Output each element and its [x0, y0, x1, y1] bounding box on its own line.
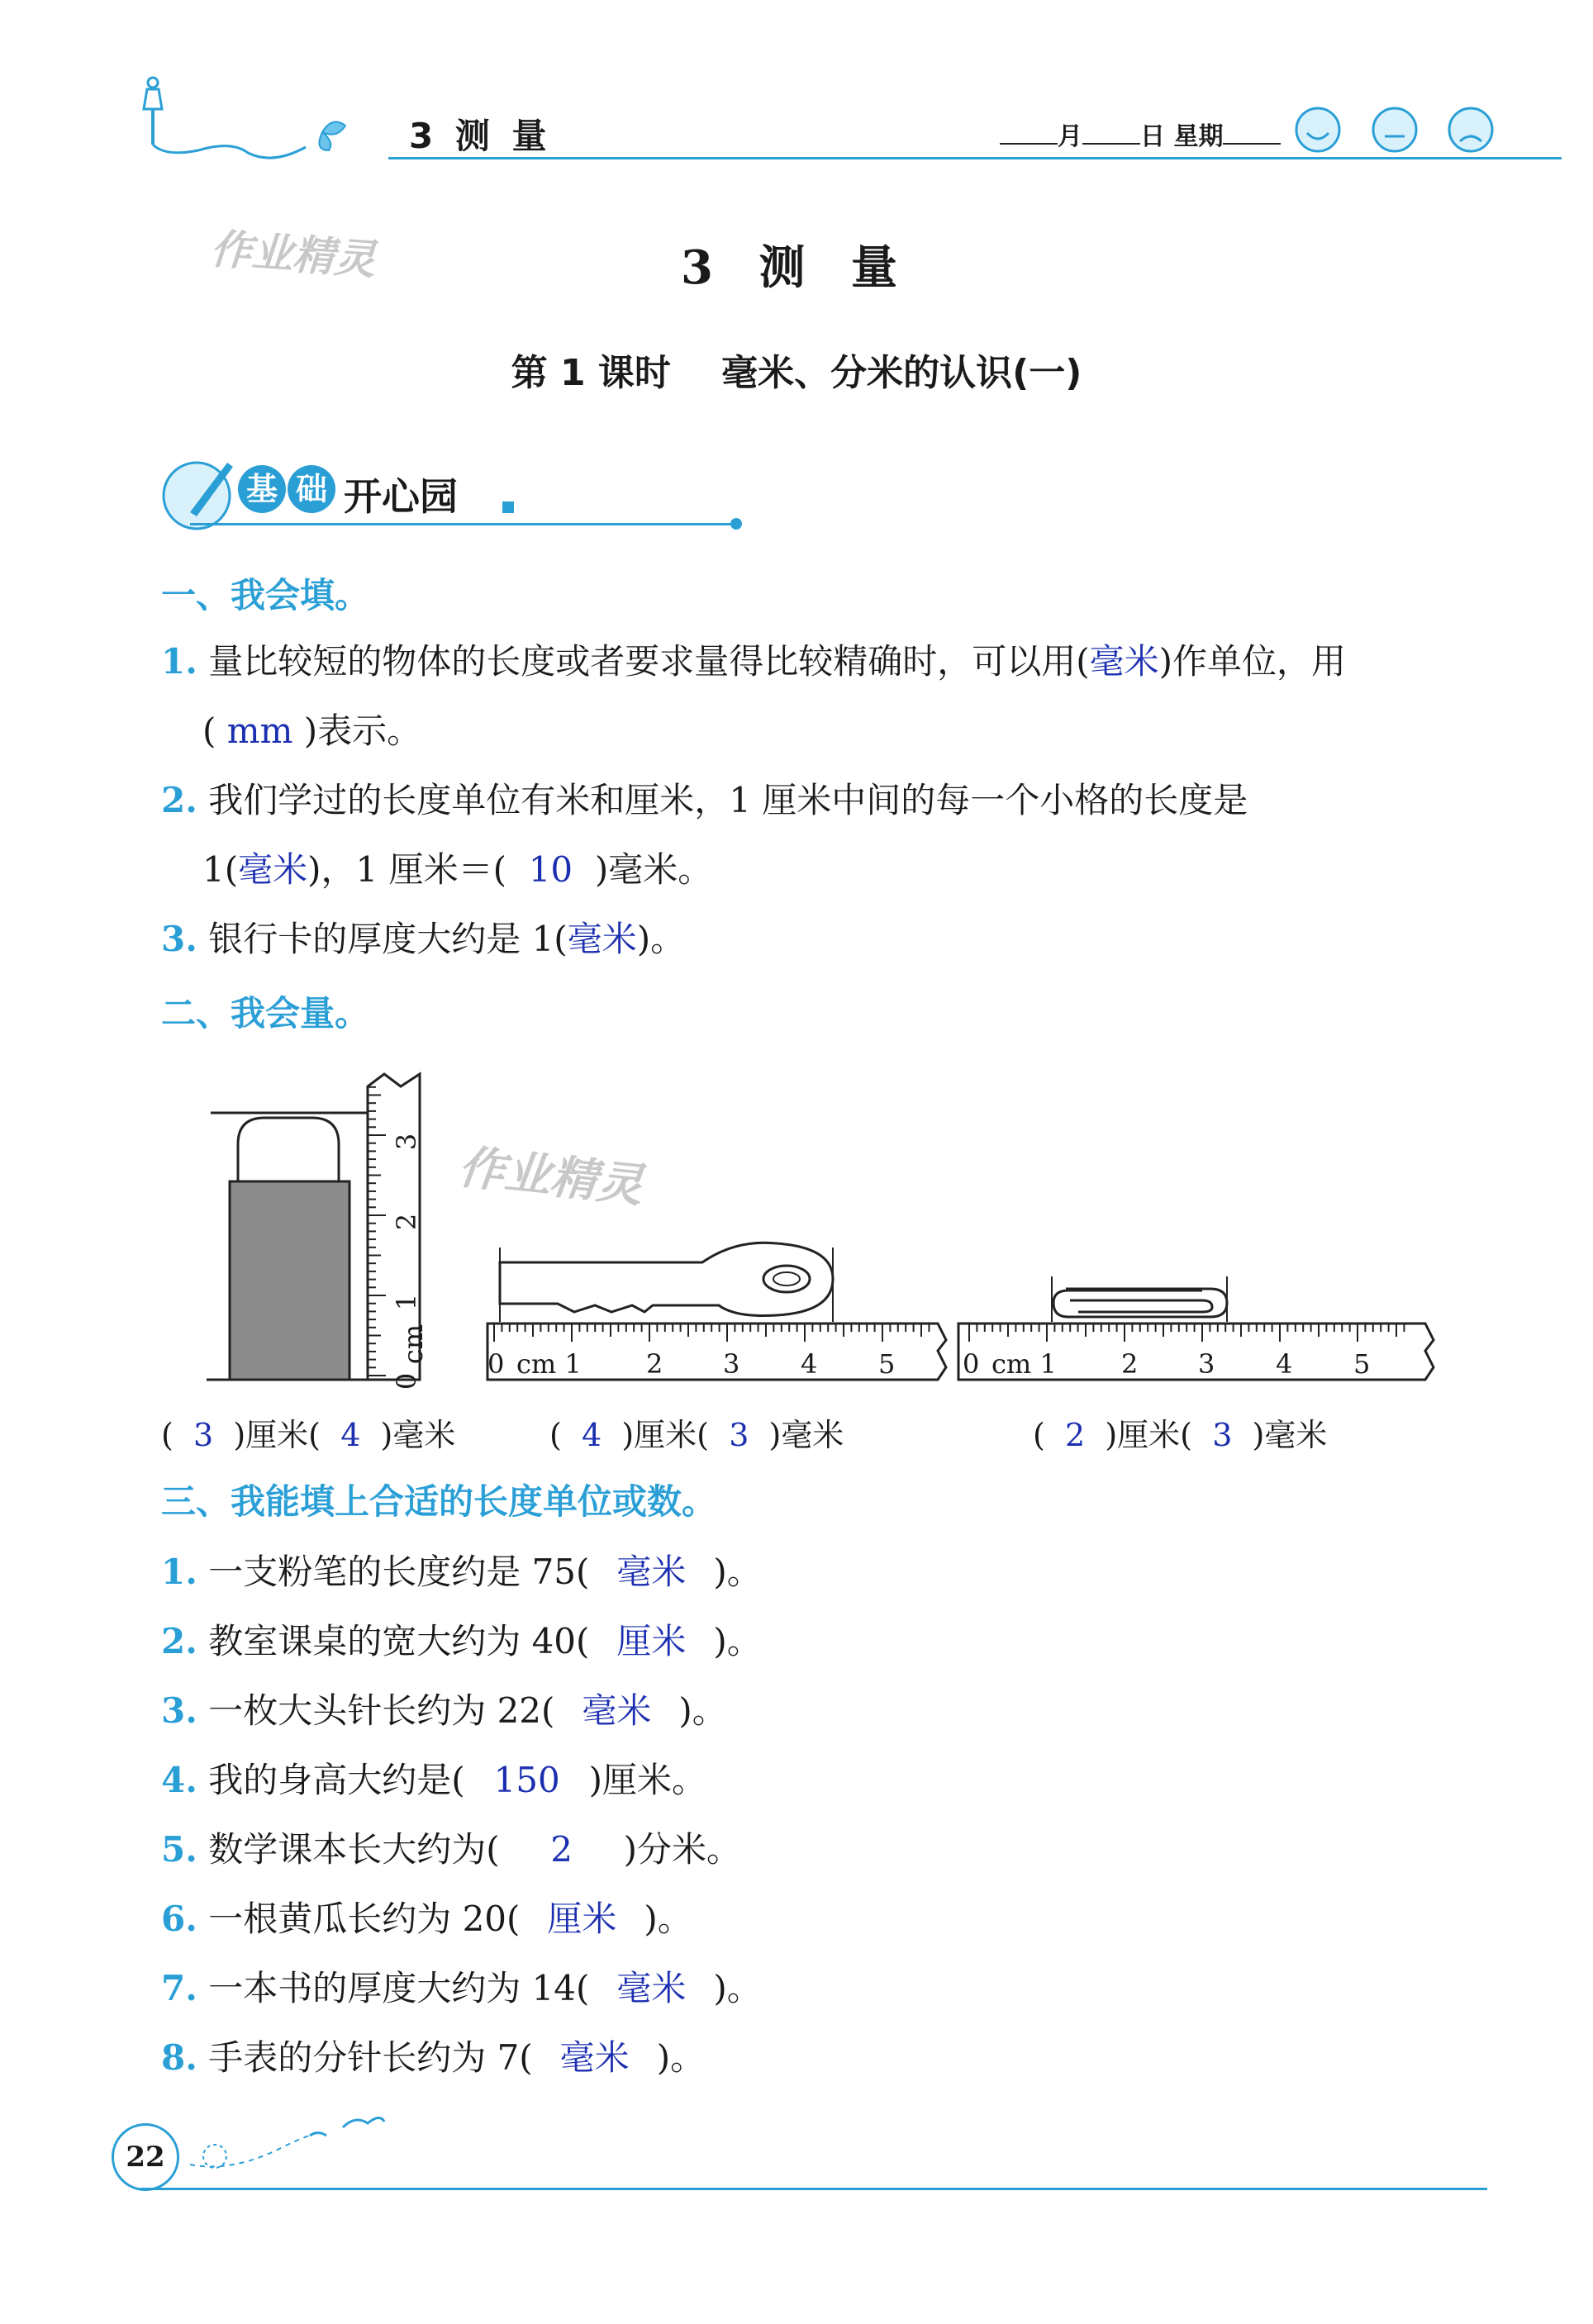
item-end: )。 — [644, 1899, 692, 1939]
month-label: 月 — [1058, 122, 1082, 151]
m1-open: ( — [161, 1417, 174, 1453]
q1-open: ( — [202, 711, 216, 751]
q1-text-mid: )作单位，用 — [1158, 641, 1347, 682]
item-number: 2. — [161, 1621, 197, 1661]
ruler1-label-1: cm 1 — [516, 1348, 582, 1380]
item-end: )分米。 — [623, 1829, 741, 1870]
item-number: 3. — [161, 1690, 197, 1731]
lamp-butterfly-decoration — [116, 74, 397, 165]
section3-item — [161, 1545, 762, 1594]
q1-answer-1: 毫米 — [1089, 641, 1159, 682]
measure-answer-2 — [549, 1409, 844, 1455]
header-rule — [388, 157, 1562, 159]
date-fields — [1000, 116, 1281, 152]
section-banner — [157, 450, 752, 533]
item-number: 6. — [161, 1899, 197, 1939]
q2-mid: )，1 厘米＝( — [307, 849, 506, 890]
banner-badge-1: 基 — [238, 465, 286, 513]
item-answer: 厘米 — [547, 1899, 617, 1939]
item-end: )。 — [656, 2037, 706, 2078]
vruler-label-0: 0 — [391, 1372, 423, 1390]
item-number: 4. — [161, 1760, 197, 1800]
m3-cm-label: )厘米( — [1105, 1417, 1193, 1453]
ruler1-label-0: 0 — [487, 1348, 505, 1380]
ruler1-label-2: 2 — [646, 1348, 663, 1380]
ruler2-label-1: cm 1 — [991, 1348, 1057, 1380]
q2-end: )毫米。 — [594, 849, 713, 890]
banner-badge-2: 础 — [288, 465, 335, 513]
m1-cm: 3 — [193, 1417, 214, 1453]
q2-open: 1( — [202, 849, 239, 890]
item-text: 数学课本长大约为( — [208, 1829, 500, 1870]
banner-square — [502, 501, 514, 513]
bird-decoration — [182, 2098, 397, 2181]
item-end: )。 — [713, 1968, 762, 2008]
item-end: )厘米。 — [588, 1760, 706, 1800]
q2-answer-1: 毫米 — [238, 849, 308, 890]
section3-heading: 三、我能填上合适的长度单位或数。 — [161, 1481, 717, 1522]
watermark-middle: 作业精灵 — [455, 1140, 646, 1214]
page-number: 22 — [112, 2123, 179, 2191]
m2-mm-label: )毫米 — [768, 1417, 844, 1453]
item-text: 教室课桌的宽大约为 40( — [208, 1621, 590, 1661]
m2-mm: 3 — [729, 1417, 749, 1453]
item-text: 一枚大头针长约为 22( — [208, 1690, 555, 1731]
m2-open: ( — [549, 1417, 562, 1453]
section1-q1-line2 — [202, 704, 421, 753]
m1-mm-label: )毫米 — [380, 1417, 456, 1453]
figure-block-vertical-ruler — [207, 1053, 446, 1392]
ruler2-label-3: 3 — [1198, 1348, 1215, 1380]
ruler1-label-3: 3 — [723, 1348, 740, 1380]
m2-cm-label: )厘米( — [621, 1417, 710, 1453]
section1-heading: 一、我会填。 — [161, 575, 370, 615]
ruler2-label-2: 2 — [1121, 1348, 1139, 1380]
m1-mm: 4 — [340, 1417, 361, 1453]
q1-text-end: )表示。 — [303, 711, 422, 751]
section3-item — [161, 1961, 762, 2011]
brush-icon — [157, 450, 248, 533]
m3-mm: 3 — [1212, 1417, 1233, 1453]
ruler2-label-0: 0 — [963, 1348, 980, 1380]
banner-rule — [190, 523, 735, 525]
item-answer: 毫米 — [616, 1552, 687, 1592]
item-answer: 毫米 — [582, 1690, 652, 1731]
page-title: 3 测 量 — [681, 240, 912, 295]
item-text: 手表的分针长约为 7( — [208, 2037, 533, 2078]
item-end: )。 — [713, 1552, 762, 1592]
section3-item — [161, 1892, 692, 1941]
item-number: 1. — [161, 1552, 197, 1592]
item-text: 我的身高大约是( — [208, 1760, 465, 1800]
item-number: 5. — [161, 1829, 197, 1870]
section1-q2-line2 — [202, 843, 712, 892]
item-text: 一本书的厚度大约为 14( — [208, 1968, 590, 2008]
q1-text: 量比较短的物体的长度或者要求量得比较精确时，可以用( — [208, 641, 1090, 682]
watermark-top: 作业精灵 — [208, 225, 378, 284]
ruler2-label-5: 5 — [1353, 1348, 1371, 1380]
header-chapter: 3 测 量 — [409, 116, 552, 156]
m2-cm: 4 — [582, 1417, 602, 1453]
m3-open: ( — [1033, 1417, 1045, 1453]
q1-answer-2: mm — [226, 711, 293, 751]
vruler-label-cm: cm — [397, 1324, 430, 1365]
item-text: 一支粉笔的长度约是 75( — [208, 1552, 590, 1592]
q2-text: 我们学过的长度单位有米和厘米，1 厘米中间的每一个小格的长度是 — [208, 780, 1248, 820]
item-end: )。 — [713, 1621, 762, 1661]
section2-heading: 二、我会量。 — [161, 993, 370, 1034]
page-header — [0, 0, 1593, 165]
smiley-faces-icon — [1289, 103, 1504, 161]
banner-text: 开心园 — [344, 474, 458, 519]
week-label: 星期 — [1173, 122, 1224, 151]
section1-q3 — [161, 912, 685, 962]
item-answer: 毫米 — [616, 1968, 687, 2008]
q1-number: 1. — [161, 641, 197, 682]
m3-cm: 2 — [1065, 1417, 1086, 1453]
day-label: 日 — [1140, 122, 1165, 151]
section3-item — [161, 1684, 727, 1733]
q3-number: 3. — [161, 919, 197, 959]
m1-cm-label: )厘米( — [233, 1417, 321, 1453]
q3-end: )。 — [636, 919, 686, 959]
vruler-label-3: 3 — [391, 1133, 423, 1151]
ruler1-label-5: 5 — [878, 1348, 896, 1380]
section3-item — [161, 1823, 741, 1872]
m3-mm-label: )毫米 — [1252, 1417, 1328, 1453]
q3-answer: 毫米 — [567, 919, 637, 959]
ruler1-label-4: 4 — [801, 1348, 818, 1380]
footer-rule — [140, 2188, 1487, 2190]
q2-answer-2: 10 — [528, 849, 573, 890]
measure-answer-3 — [1033, 1409, 1327, 1455]
item-number: 8. — [161, 2037, 197, 2078]
item-number: 7. — [161, 1968, 197, 2008]
lesson-subtitle: 第 1 课时 毫米、分米的认识(一) — [511, 352, 1082, 394]
vruler-label-2: 2 — [391, 1213, 423, 1231]
measure-answer-1 — [161, 1409, 455, 1455]
vruler-label-1: 1 — [391, 1293, 423, 1311]
item-answer: 2 — [550, 1829, 573, 1870]
section1-q1-line1 — [161, 634, 1346, 684]
section3-item — [161, 1753, 706, 1803]
item-answer: 毫米 — [559, 2037, 630, 2078]
q3-text: 银行卡的厚度大约是 1( — [208, 919, 568, 959]
ruler2-label-4: 4 — [1276, 1348, 1293, 1380]
item-answer: 厘米 — [616, 1621, 687, 1661]
item-answer: 150 — [493, 1760, 560, 1800]
section3-item — [161, 2031, 705, 2080]
item-end: )。 — [678, 1690, 727, 1731]
page-footer — [0, 2098, 1593, 2214]
section1-q2-line1 — [161, 773, 1248, 823]
banner-dot — [730, 518, 742, 530]
section3-item — [161, 1614, 762, 1664]
q2-number: 2. — [161, 780, 197, 820]
item-text: 一根黄瓜长约为 20( — [208, 1899, 521, 1939]
